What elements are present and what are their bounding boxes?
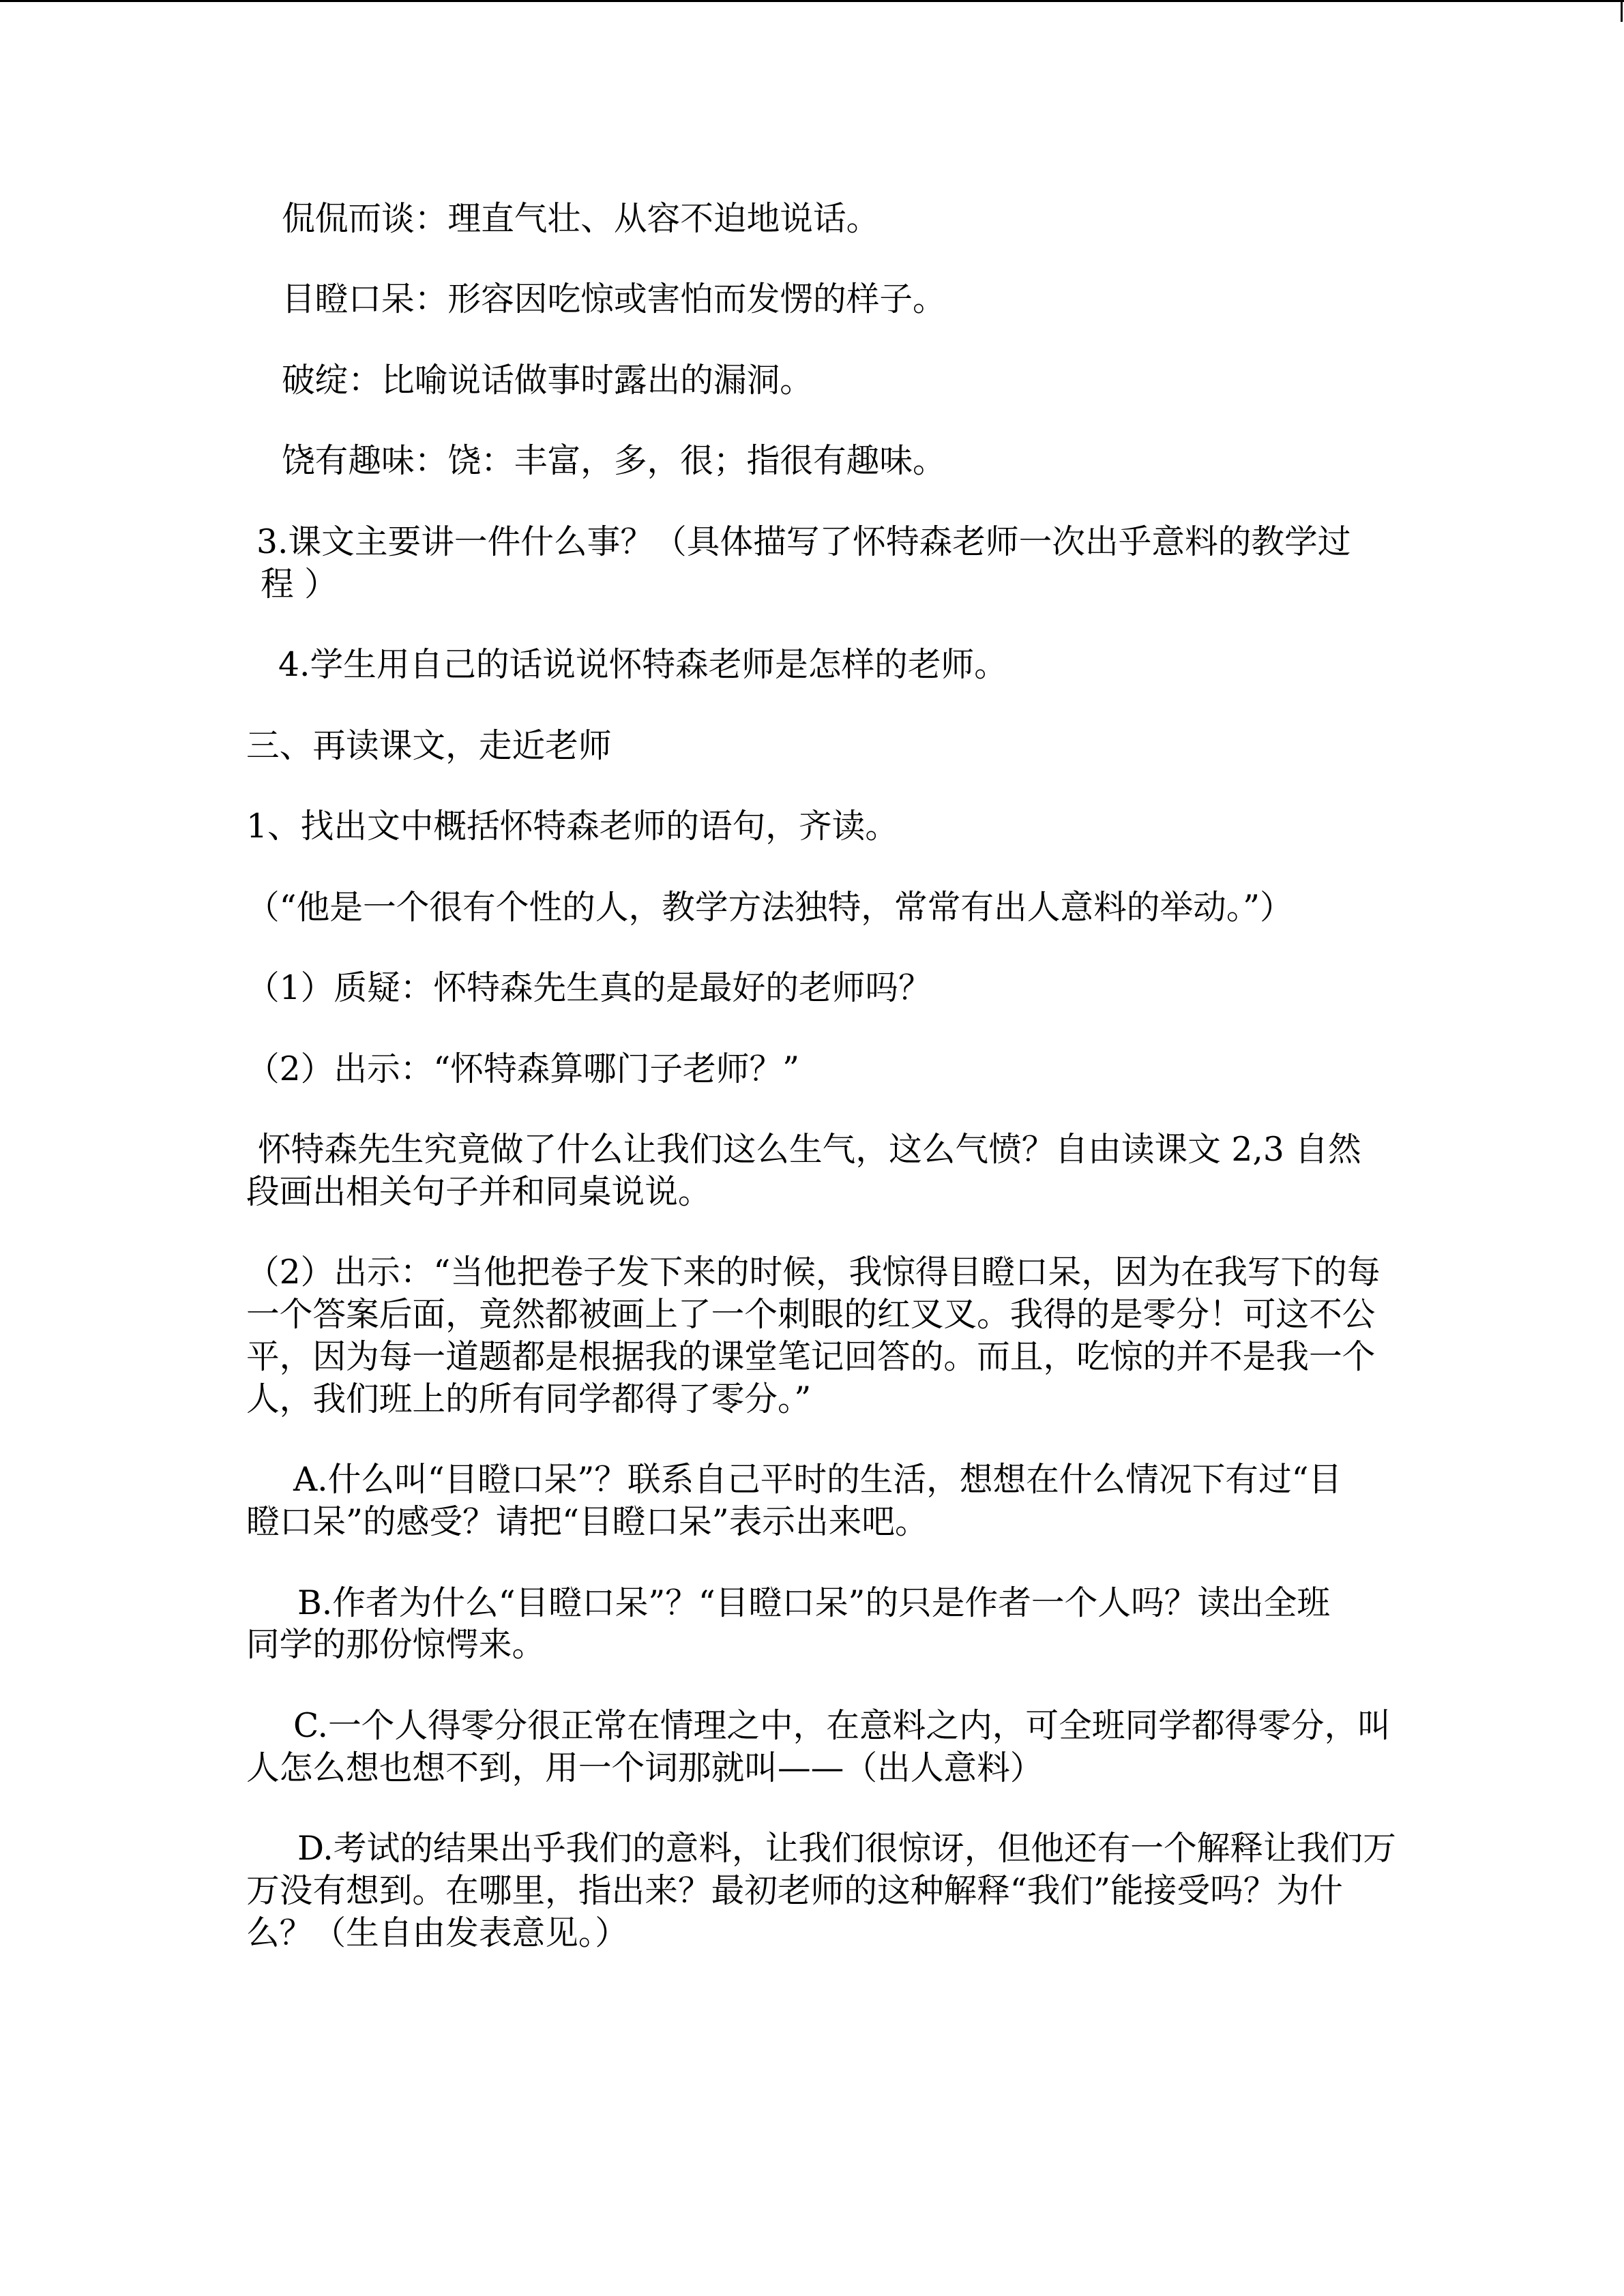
- vocab-definition-mudengkoudai: [246, 279, 1583, 321]
- text-line: D.考试的结果出乎我们的意料，让我们很惊讶，但他还有一个解释让我们万: [297, 1830, 1396, 1868]
- vocab-definition-raoyouquwei: [246, 441, 1583, 483]
- text-line: 瞪口呆”的感受？请把“目瞪口呆”表示出来吧。: [246, 1503, 928, 1542]
- vocab-definition-pozhan: [246, 360, 1583, 402]
- text-line: 怀特森先生究竟做了什么让我们这么生气，这么气愤？自由读课文 2,3 自然: [258, 1131, 1361, 1169]
- text-line: 么？（生自由发表意见。）: [246, 1913, 628, 1952]
- point-a: [246, 1459, 1583, 1544]
- text-line: 饶有趣味：饶：丰富，多，很；指很有趣味。: [282, 442, 946, 481]
- text-line: C.一个人得零分很正常在情理之中，在意料之内，可全班同学都得零分，叫: [293, 1706, 1391, 1745]
- text-line: 人怎么想也想不到，用一个词那就叫——（出人意料）: [246, 1748, 1044, 1787]
- text-line: 4.学生用自己的话说说怀特森老师是怎样的老师。: [278, 646, 1007, 685]
- text-line: 侃侃而谈：理直气壮、从容不迫地说话。: [282, 200, 880, 238]
- text-line: （“他是一个很有个性的人，教学方法独特，常常有出人意料的举动。”）: [246, 888, 1293, 927]
- sub-question-1: [246, 968, 1583, 1010]
- text-line: B.作者为什么“目瞪口呆”？“目瞪口呆”的只是作者一个人吗？读出全班: [297, 1583, 1331, 1622]
- point-b: [246, 1583, 1583, 1667]
- reading-task: [246, 1129, 1583, 1214]
- point-d: [246, 1828, 1583, 1954]
- text-line: 一个答案后面，竟然都被画上了一个刺眼的红叉叉。我得的是零分！可这不公: [246, 1296, 1376, 1335]
- text-line: 段画出相关句子并和同桌说说。: [246, 1172, 711, 1211]
- question-3: [246, 522, 1583, 606]
- page-border-top: [0, 0, 1624, 2]
- text-line: （2）出示：“当他把卷子发下来的时候，我惊得目瞪口呆，因为在我写下的每: [246, 1253, 1381, 1292]
- vocab-definition-kankan: [246, 198, 1583, 241]
- text-line: （1）质疑：怀特森先生真的是最好的老师吗？: [246, 969, 932, 1008]
- sub-question-2-quote: [246, 1252, 1583, 1420]
- text-line: 破绽：比喻说话做事时露出的漏洞。: [282, 361, 813, 400]
- text-line: 3.课文主要讲一件什么事？（具体描写了怀特森老师一次出乎意料的教学过: [256, 522, 1351, 561]
- text-line: 目瞪口呆：形容因吃惊或害怕而发愣的样子。: [282, 280, 946, 319]
- text-line: 人，我们班上的所有同学都得了零分。”: [246, 1380, 812, 1418]
- summary-quote: [246, 887, 1583, 929]
- text-line: 万没有想到。在哪里，指出来？最初老师的这种解释“我们”能接受吗？为什: [246, 1871, 1343, 1910]
- section-heading: [246, 726, 1583, 768]
- text-line: 平，因为每一道题都是根据我的课堂笔记回答的。而且，吃惊的并不是我一个: [246, 1338, 1376, 1376]
- text-line: A.什么叫“目瞪口呆”？联系自己平时的生活，想想在什么情况下有过“目: [293, 1461, 1342, 1500]
- text-line: （2）出示：“怀特森算哪门子老师？”: [246, 1049, 800, 1088]
- question-4: [246, 644, 1583, 687]
- point-c: [246, 1705, 1583, 1790]
- text-line: 三、再读课文，走近老师: [246, 726, 612, 765]
- text-line: 同学的那份惊愕来。: [246, 1626, 546, 1665]
- document-body: [246, 198, 1583, 1993]
- text-line: 程 ）: [261, 565, 338, 603]
- text-line: 1、找出文中概括怀特森老师的语句，齐读。: [246, 807, 899, 846]
- step-1-instruction: [246, 806, 1583, 848]
- page-border-corner: [1621, 0, 1623, 22]
- sub-question-2-prompt: [246, 1049, 1583, 1091]
